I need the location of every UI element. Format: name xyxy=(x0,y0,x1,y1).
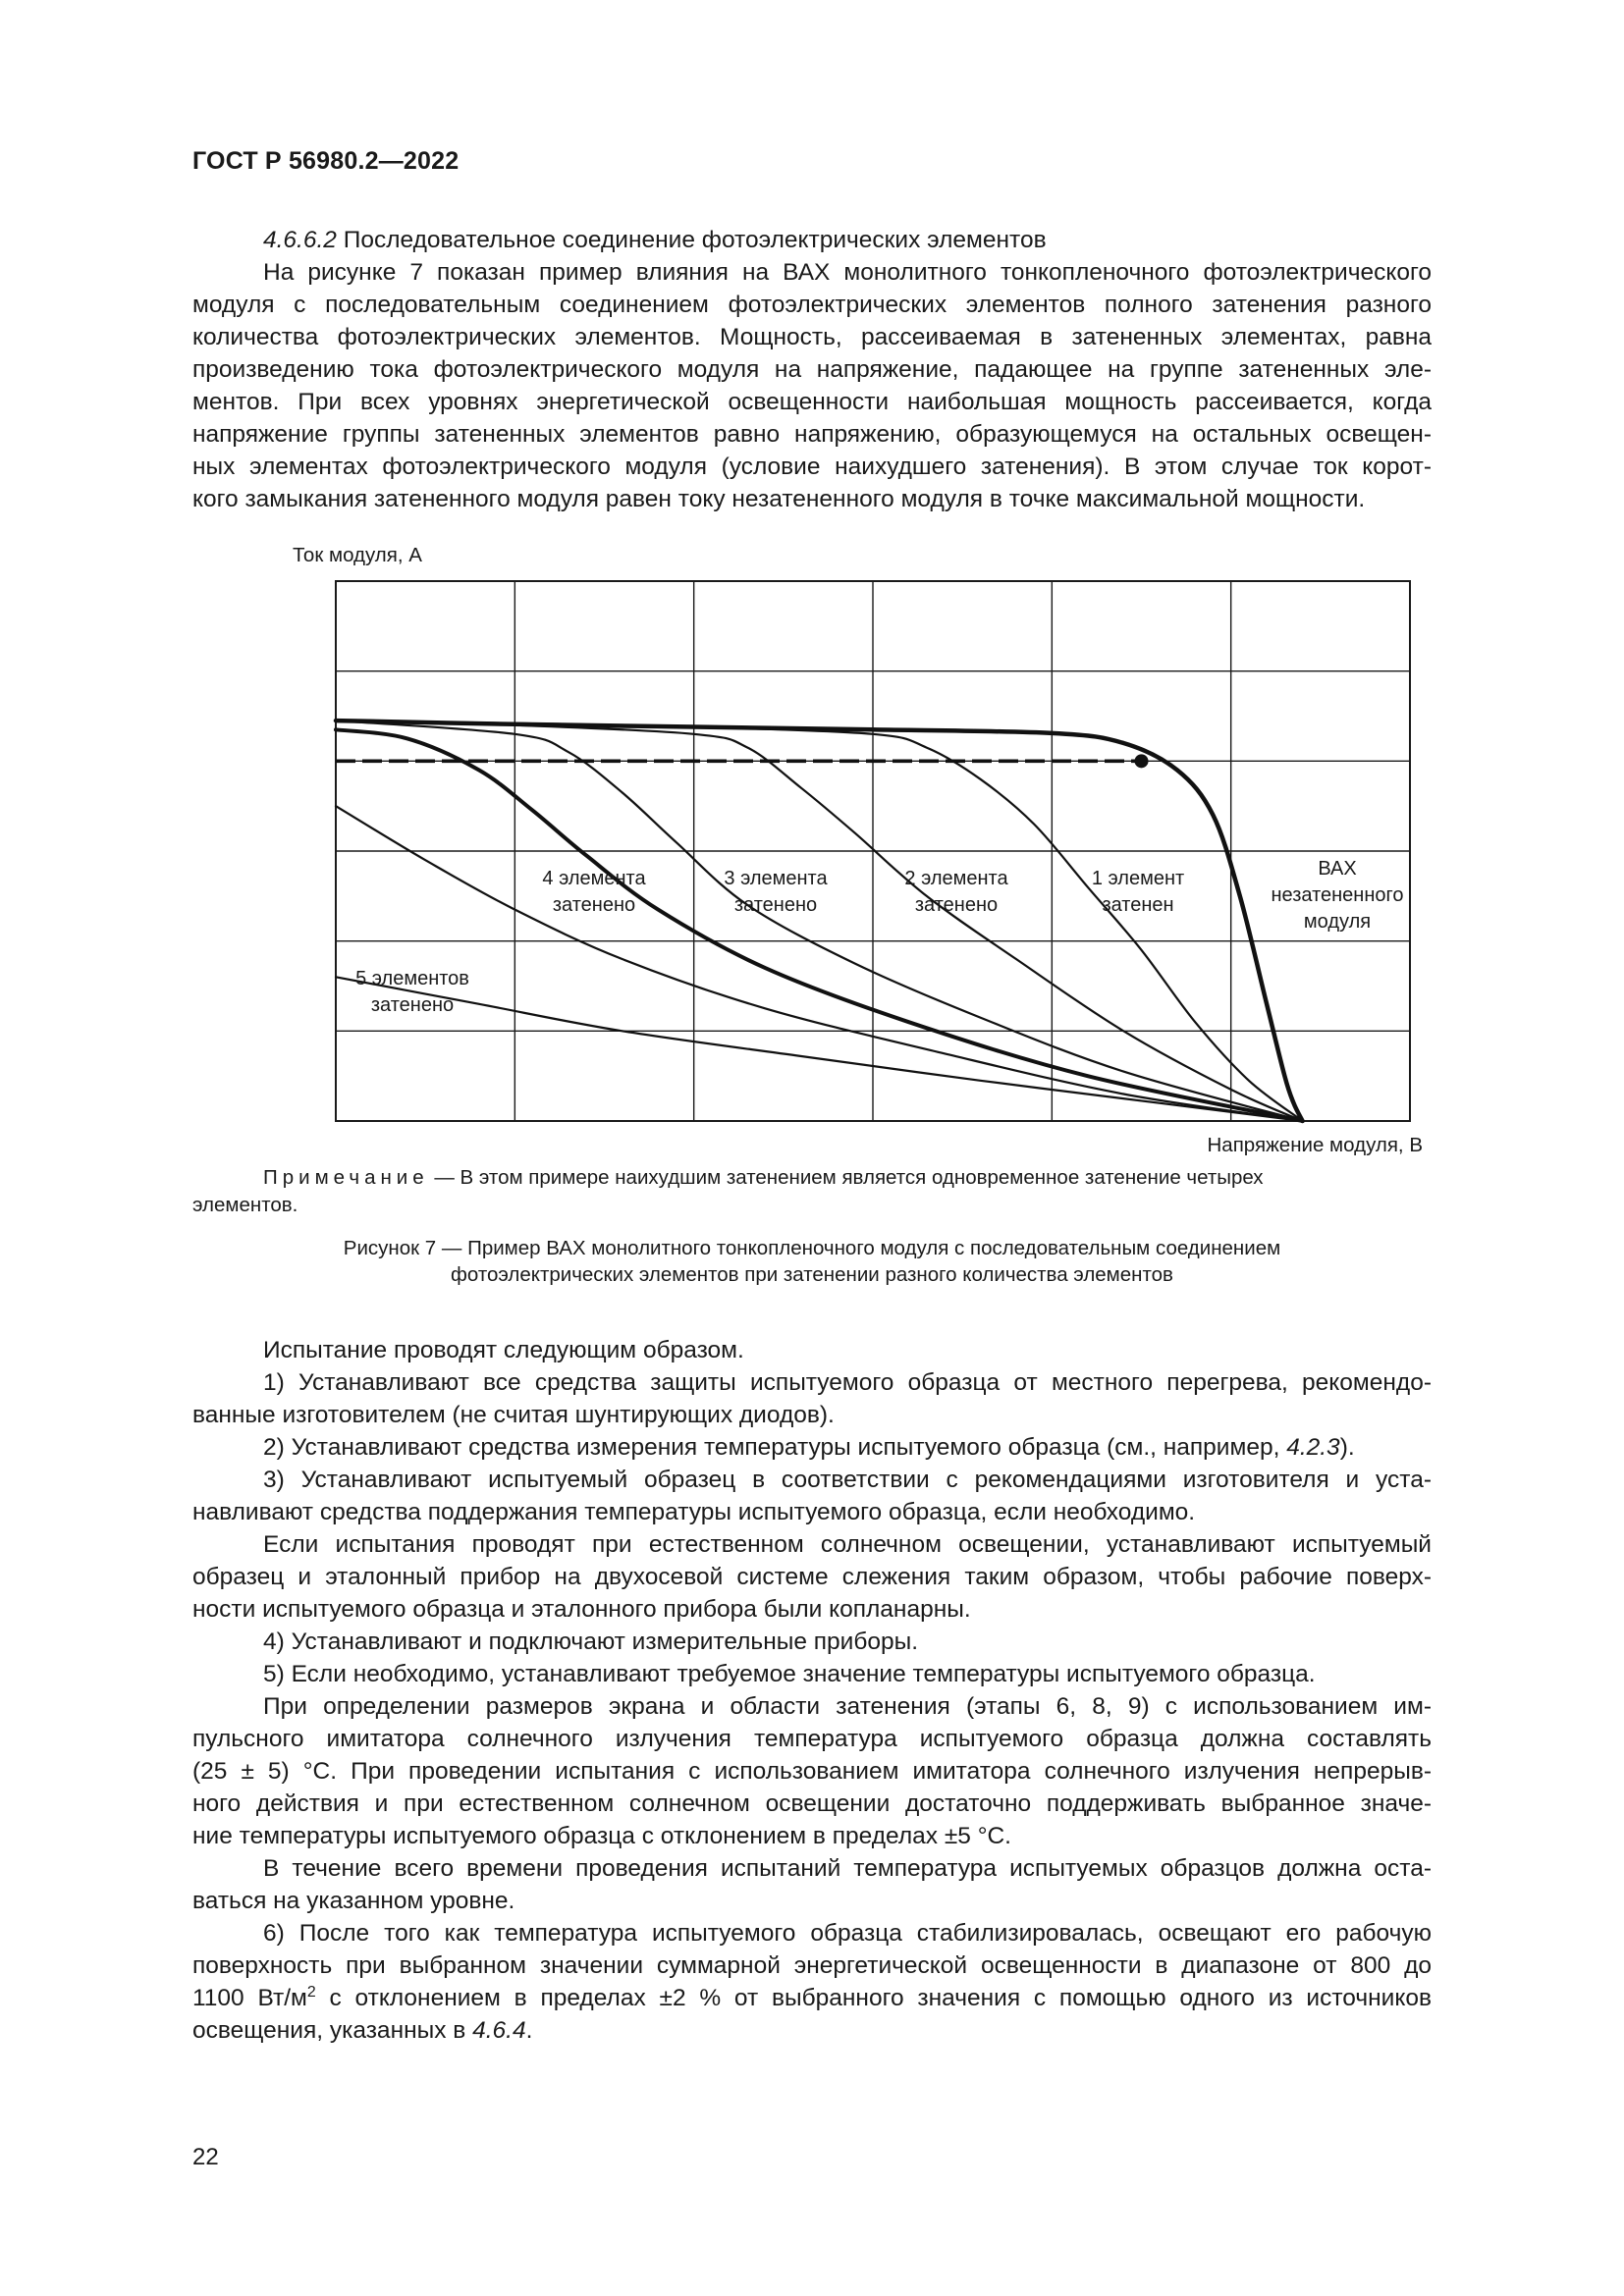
series-label: ВАХ xyxy=(1318,858,1357,880)
step-6-line-2: поверхность при выбранном значении суммарной энергетической освещенности в диапазоне от 800 до xyxy=(192,1952,1432,1979)
note-text-continued: элементов. xyxy=(192,1194,298,1216)
superscript: 2 xyxy=(306,1983,316,2001)
intro-line: На рисунке 7 показан пример влияния на ВАХ монолитного тонкопленочного фотоэлектрического xyxy=(263,259,1432,286)
figure-7 xyxy=(192,535,1432,1163)
series-label: 5 элементов xyxy=(355,968,469,989)
intro-line: модуля с последовательным соединением фотоэлектрических элементов полного затенения разного xyxy=(192,292,1432,318)
temperature-line-5: ние температуры испытуемого образца с отклонением в пределах ±5 °С. xyxy=(192,1823,1011,1849)
temperature-line-1: При определении размеров экрана и области затенения (этапы 6, 8, 9) с использованием им- xyxy=(263,1693,1432,1720)
step-6-line-1: 6) После того как температура испытуемого образца стабилизировалась, освещают его рабочую xyxy=(263,1920,1432,1947)
series-label: модуля xyxy=(1303,911,1372,933)
intro-line: произведению тока фотоэлектрического модуля на напряжение, падающее на группе затененных эле- xyxy=(192,356,1432,383)
chart-series-labels xyxy=(355,858,1403,1016)
series-line-4 xyxy=(336,721,1303,1121)
series-label: 4 элемента xyxy=(542,868,646,889)
note-label: Примечание xyxy=(263,1166,429,1189)
iv-chart xyxy=(192,535,1432,1163)
series-label: затенено xyxy=(370,994,455,1016)
series-line-3 xyxy=(336,721,1303,1121)
step-2: 2) Устанавливают средства измерения температуры испытуемого образца (см., например, 4.2.3). xyxy=(263,1434,1355,1461)
page-number: 22 xyxy=(192,2144,219,2170)
y-axis-label: Ток модуля, А xyxy=(293,544,422,566)
section-title: Последовательное соединение фотоэлектрических элементов xyxy=(336,227,1047,253)
intro-line: кого замыкания затененного модуля равен току незатененного модуля в точке максимальной мощности. xyxy=(192,486,1366,512)
temperature-line-4: ного действия и при естественном солнечном освещении достаточно поддерживать выбранное значе- xyxy=(192,1790,1432,1817)
procedure-section xyxy=(192,1334,1432,2047)
step-2-reference: 4.2.3 xyxy=(1286,1434,1340,1461)
series-line-2 xyxy=(336,721,1303,1121)
intro-line: ментов. При всех уровнях энергетической освещенности наибольшая мощность рассеивается, когда xyxy=(192,389,1432,415)
keep-temperature-line-2: ваться на указанном уровне. xyxy=(192,1888,515,1914)
section-heading xyxy=(192,224,1432,256)
series-label: 1 элемент xyxy=(1091,868,1185,889)
natural-light-line-3: ности испытуемого образца и эталонного прибора были копланарны. xyxy=(192,1596,971,1623)
x-axis-label: Напряжение модуля, В xyxy=(1207,1134,1423,1156)
series-line-6 xyxy=(336,806,1303,1121)
intro-line: ных элементах фотоэлектрического модуля (условие наихудшего затенения). В этом случае ток корот- xyxy=(192,454,1432,480)
temperature-line-2: пульсного имитатора солнечного излучения температура испытуемого образца должна составлять xyxy=(192,1726,1432,1752)
series-label: затенено xyxy=(914,894,999,916)
series-label: 2 элемента xyxy=(904,868,1008,889)
caption-line-2: фотоэлектрических элементов при затенении разного количества элементов xyxy=(451,1263,1173,1286)
step-5: 5) Если необходимо, устанавливают требуемое значение температуры испытуемого образца. xyxy=(263,1661,1316,1687)
document-header: ГОСТ Р 56980.2—2022 xyxy=(192,147,460,175)
step-6-line-3: 1100 $Вт/м^2$ с отклонением в пределах ±2 % от выбранного значения с помощью одного из источников xyxy=(192,1983,1432,2011)
figure-caption xyxy=(192,1235,1432,1288)
keep-temperature-line-1: В течение всего времени проведения испытаний температура испытуемых образцов должна оста- xyxy=(263,1855,1432,1882)
natural-light-line-2: образец и эталонный прибор на двухосевой системе слежения таким образом, чтобы рабочие поверх- xyxy=(192,1564,1432,1590)
section-number: 4.6.6.2 xyxy=(263,227,337,253)
step-1-line-1: 1) Устанавливают все средства защиты испытуемого образца от местного перегрева, рекомендо- xyxy=(263,1369,1432,1396)
intro-section xyxy=(192,224,1432,515)
chart-series xyxy=(336,721,1303,1121)
max-power-point-marker xyxy=(1135,754,1149,768)
series-line-5 xyxy=(336,729,1303,1121)
temperature-line-3: (25 ± 5) °С. При проведении испытания с использованием имитатора солнечного излучения непрерыв- xyxy=(192,1758,1432,1785)
intro-line: количества фотоэлектрических элементов. Мощность, рассеиваемая в затененных элементах, равна xyxy=(192,324,1432,350)
procedure-intro: Испытание проводят следующим образом. xyxy=(263,1337,744,1363)
natural-light-line-1: Если испытания проводят при естественном солнечном освещении, устанавливают испытуемый xyxy=(263,1531,1432,1558)
intro-line: напряжение группы затененных элементов равно напряжению, образующемуся на остальных освещен- xyxy=(192,421,1432,448)
intro-paragraph xyxy=(192,256,1432,515)
step-1-line-2: ванные изготовителем (не считая шунтирующих диодов). xyxy=(192,1402,835,1428)
series-label: незатененного xyxy=(1271,884,1404,906)
chart-grid xyxy=(336,581,1410,1121)
step-6-line-4: освещения, указанных в 4.6.4. xyxy=(192,2017,533,2044)
step-3-line-2: навливают средства поддержания температуры испытуемого образца, если необходимо. xyxy=(192,1499,1196,1525)
series-label: 3 элемента xyxy=(724,868,828,889)
step-4: 4) Устанавливают и подключают измерительные приборы. xyxy=(263,1629,919,1655)
figure-note xyxy=(192,1164,1432,1219)
note-text: — В этом примере наихудшим затенением является одновременное затенение четырех xyxy=(428,1166,1264,1189)
series-label: затенено xyxy=(733,894,818,916)
series-line-1 xyxy=(336,721,1303,1121)
series-label: затенено xyxy=(552,894,636,916)
step-6-reference: 4.6.4 xyxy=(472,2017,526,2044)
series-label: затенен xyxy=(1102,894,1174,916)
step-3-line-1: 3) Устанавливают испытуемый образец в соответствии с рекомендациями изготовителя и уста- xyxy=(263,1467,1432,1493)
caption-line-1: Рисунок 7 — Пример ВАХ монолитного тонкопленочного модуля с последовательным соединением xyxy=(343,1237,1281,1259)
